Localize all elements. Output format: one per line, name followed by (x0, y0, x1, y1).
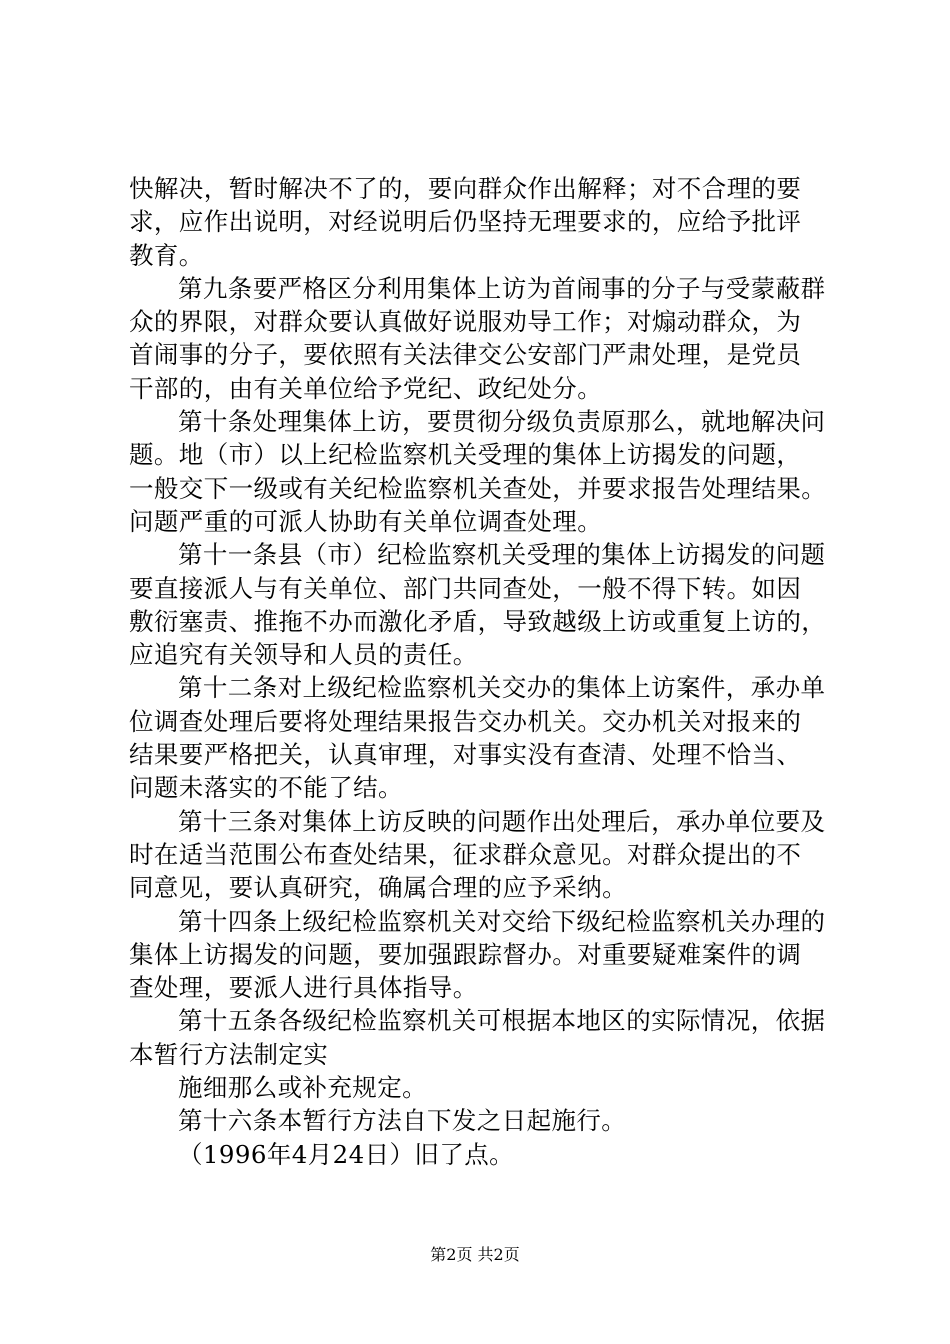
article-15-start: 第十五条各级纪检监察机关可根据本地区的实际情况，依据 (178, 1006, 826, 1036)
text-line: 教育。 (129, 240, 204, 270)
text-line: 一般交下一级或有关纪检监察机关查处，并要求报告处理结果。 (129, 473, 827, 503)
article-9-start: 第九条要严格区分利用集体上访为首闹事的分子与受蒙蔽群 (178, 273, 826, 303)
document-body (129, 172, 839, 1171)
text-line: 本暂行方法制定实 (129, 1039, 329, 1069)
text-line: 集体上访揭发的问题，要加强跟踪督办。对重要疑难案件的调 (129, 939, 802, 969)
text-line: 求，应作出说明，对经说明后仍坚持无理要求的，应给予批评 (129, 207, 802, 237)
article-13-start: 第十三条对集体上访反映的问题作出处理后，承办单位要及 (178, 806, 826, 836)
text-line: 位调查处理后要将处理结果报告交办机关。交办机关对报来的 (129, 706, 802, 736)
article-11-start: 第十一条县（市）纪检监察机关受理的集体上访揭发的问题 (178, 540, 826, 570)
text-line: 问题未落实的不能了结。 (129, 773, 403, 803)
text-line: 要直接派人与有关单位、部门共同查处，一般不得下转。如因 (129, 573, 802, 603)
text-line: 施细那么或补充规定。 (178, 1073, 427, 1103)
text-line: 众的界限，对群众要认真做好说服劝导工作；对煽动群众，为 (129, 307, 802, 337)
article-10-start: 第十条处理集体上访，要贯彻分级负责原那么，就地解决问 (178, 407, 826, 437)
text-line: 快解决，暂时解决不了的，要向群众作出解释；对不合理的要 (129, 174, 802, 203)
text-line: 查处理，要派人进行具体指导。 (129, 973, 478, 1003)
document-date: （1996年4月24日）旧了点。 (178, 1139, 515, 1169)
text-line: 时在适当范围公布查处结果，征求群众意见。对群众提出的不 (129, 839, 802, 869)
text-line: 敷衍塞责、推拖不办而激化矛盾，导致越级上访或重复上访的， (129, 606, 827, 636)
text-line: 问题严重的可派人协助有关单位调查处理。 (129, 506, 603, 536)
page-number-footer: 第2页 共2页 (430, 1245, 520, 1264)
text-line: 同意见，要认真研究，确属合理的应予采纳。 (129, 873, 627, 903)
text-line: 应追究有关领导和人员的责任。 (129, 640, 478, 670)
text-line: 题。地（市）以上纪检监察机关受理的集体上访揭发的问题， (129, 440, 802, 470)
article-14-start: 第十四条上级纪检监察机关对交给下级纪检监察机关办理的 (178, 906, 826, 936)
text-line: 首闹事的分子，要依照有关法律交公安部门严肃处理，是党员 (129, 340, 802, 370)
article-16-start: 第十六条本暂行方法自下发之日起施行。 (178, 1106, 627, 1136)
text-line: 干部的，由有关单位给予党纪、政纪处分。 (129, 373, 603, 403)
article-12-start: 第十二条对上级纪检监察机关交办的集体上访案件，承办单 (178, 673, 826, 703)
text-line: 结果要严格把关，认真审理，对事实没有查清、处理不恰当、 (129, 740, 802, 770)
